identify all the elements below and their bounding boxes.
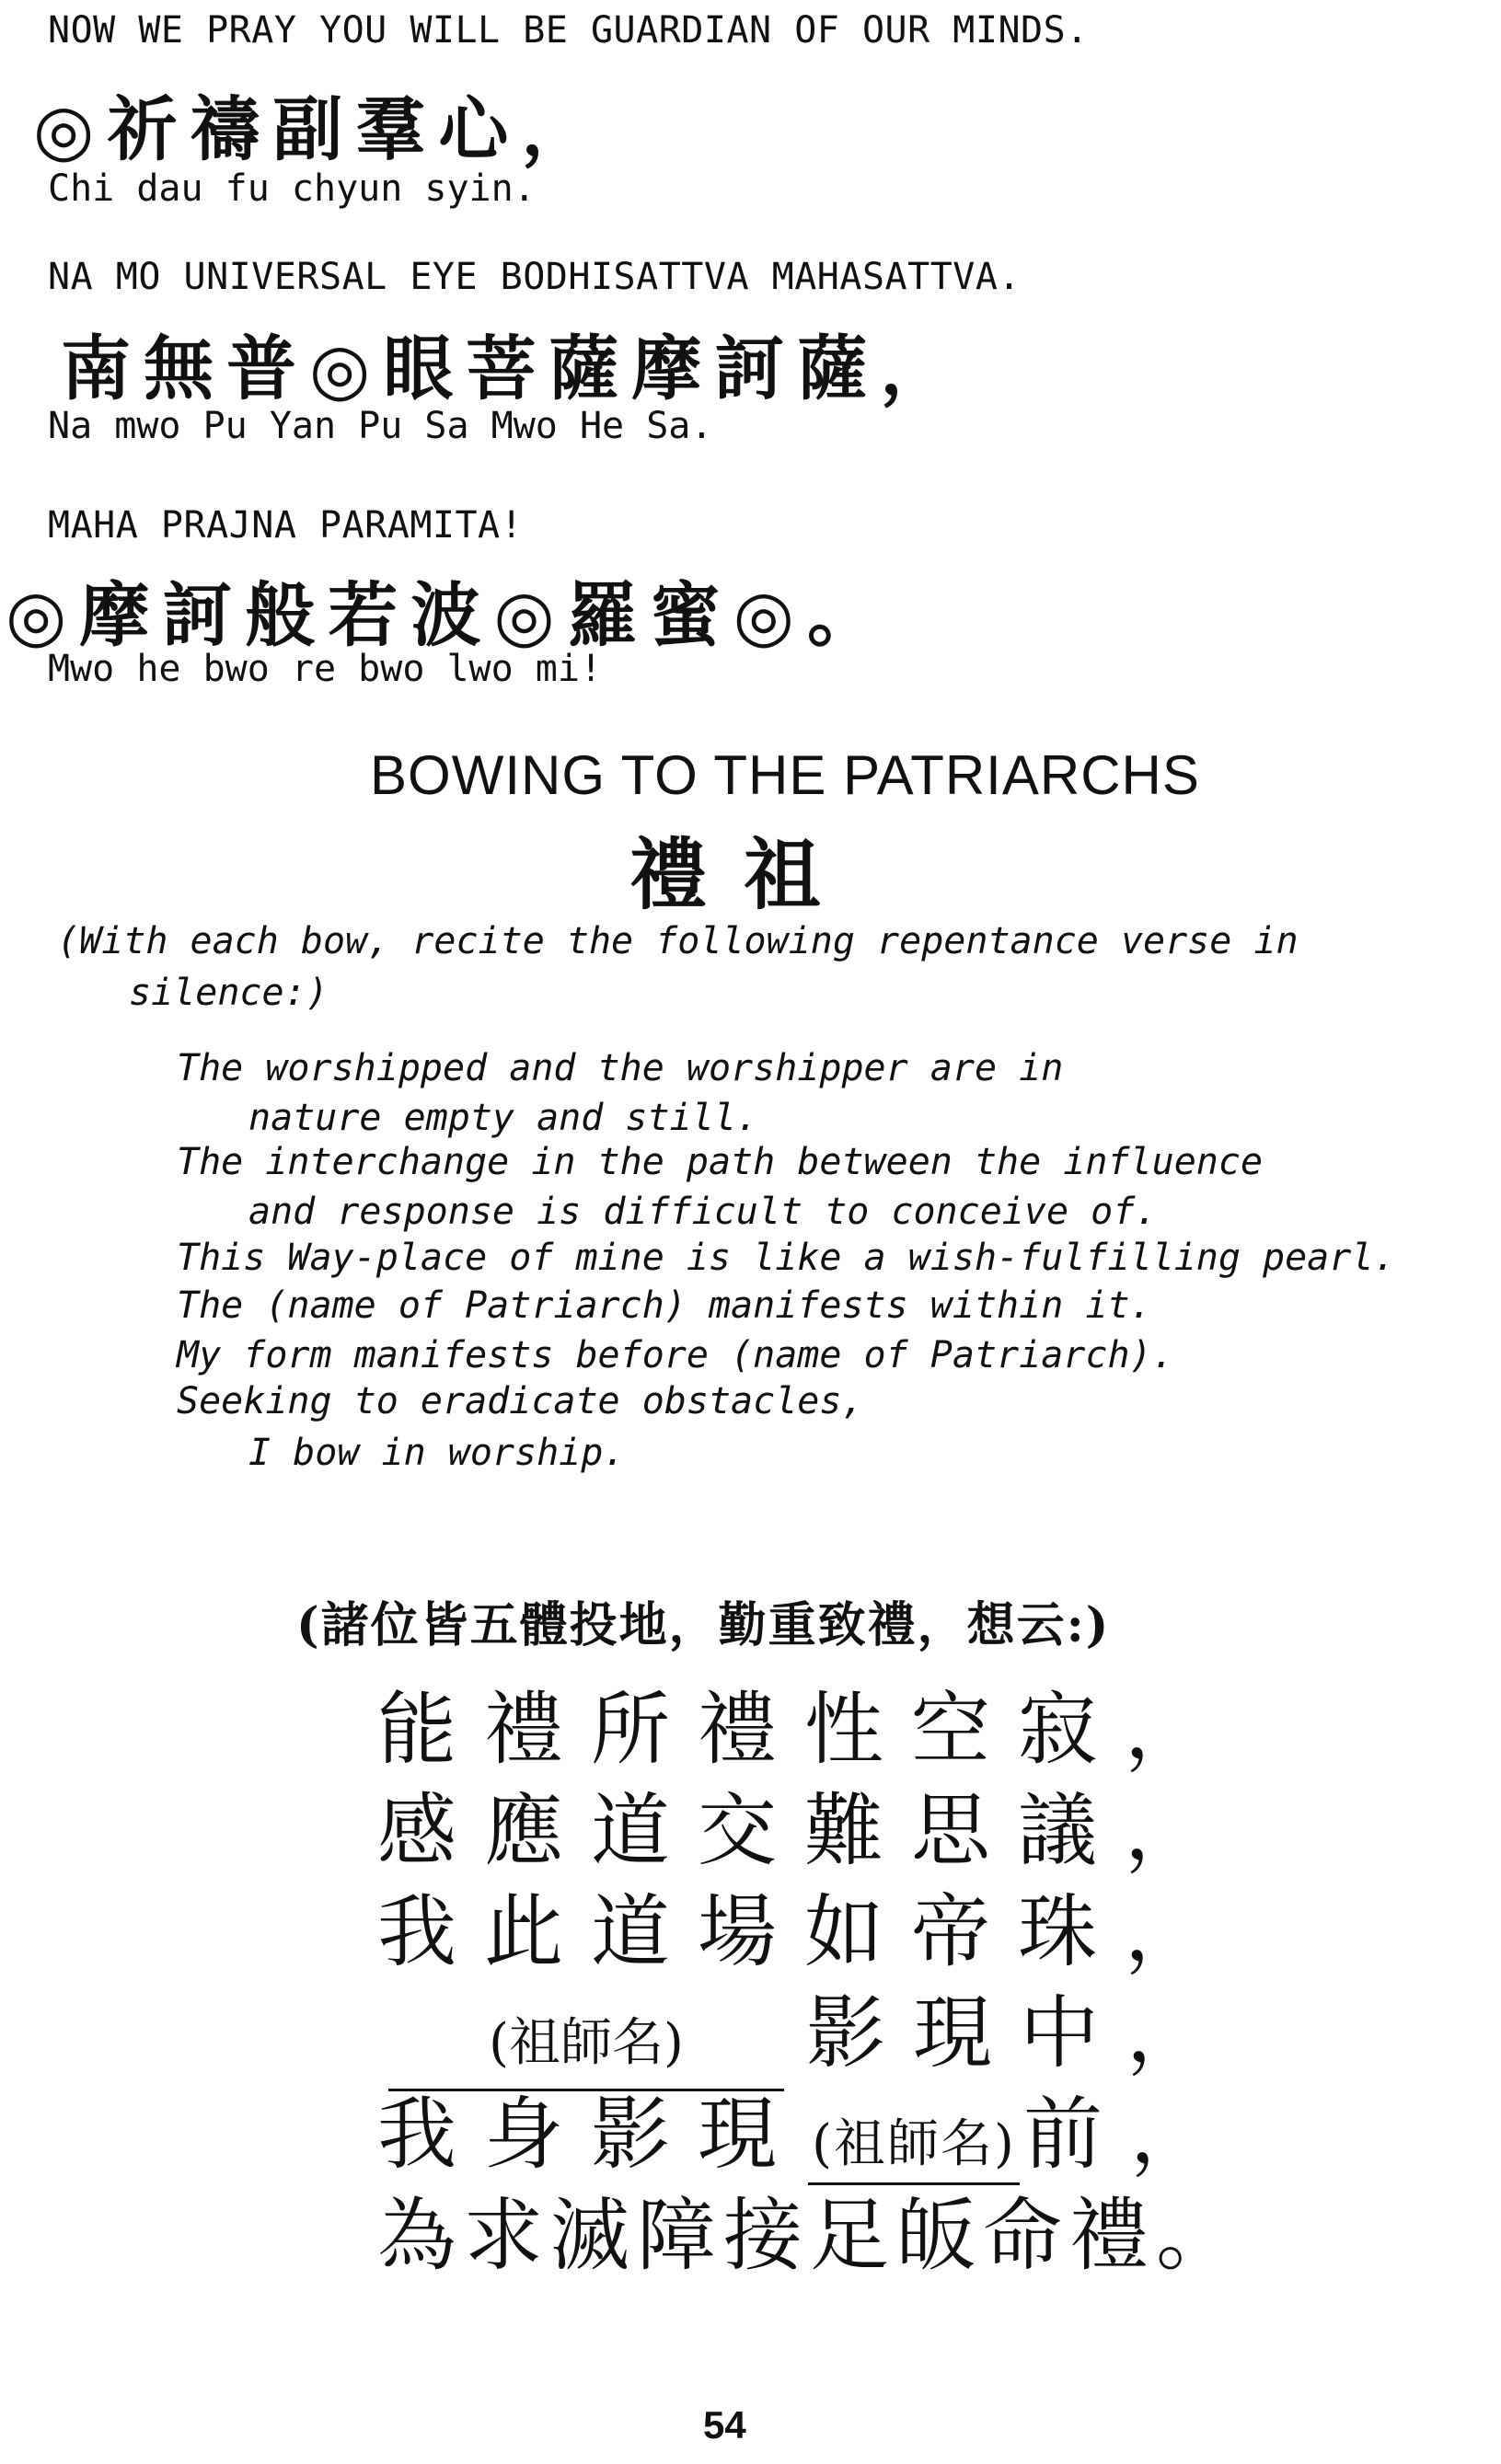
page-number: 54 [703, 2403, 746, 2447]
instruction-line-1: (With each bow, recite the following repentance verse in [57, 920, 1299, 962]
chinese-verse-line: 感應道交難思議， [377, 1785, 1231, 1877]
chinese-verse-line-5 [377, 2070, 1237, 2185]
namo-chinese-line: 南無普◎眼菩薩摩訶薩， [61, 328, 964, 409]
verse-line: The interchange in the path between the influence [177, 1141, 1264, 1183]
patriarch-name-blank: (祖師名) [388, 2002, 784, 2091]
verse-line: and response is difficult to conceive of. [248, 1191, 1158, 1233]
verse-line: The worshipped and the worshipper are in [177, 1047, 1064, 1089]
maha-chinese-line: ◎摩訶般若波◎羅蜜◎。 [6, 574, 890, 656]
chinese-verse-text: 前， [1023, 2089, 1237, 2181]
maha-pinyin-line: Mwo he bwo re bwo lwo mi! [48, 648, 603, 690]
verse-line: The (name of Patriarch) manifests within it. [177, 1284, 1152, 1327]
section-title-chinese: 禮祖 [629, 829, 859, 920]
chinese-verse-line: 為求滅障接足皈命禮。 [377, 2190, 1242, 2282]
namo-english-line: NA MO UNIVERSAL EYE BODHISATTVA MAHASATTVA. [48, 256, 1022, 298]
chinese-instruction-note: (諸位皆五體投地，勤重致禮，想云:) [296, 1597, 1111, 1653]
maha-english-line: MAHA PRAJNA PARAMITA! [48, 504, 524, 547]
chinese-verse-line: 能禮所禮性空寂， [377, 1684, 1231, 1776]
prayer-english-line: NOW WE PRAY YOU WILL BE GUARDIAN OF OUR MINDS. [48, 9, 1089, 52]
chinese-verse-text: 影現中， [806, 1987, 1233, 2079]
prayer-pinyin-line: Chi dau fu chyun syin. [48, 167, 536, 210]
verse-line: I bow in worship. [248, 1432, 626, 1474]
verse-line: nature empty and still. [248, 1097, 758, 1139]
instruction-line-2: silence:) [129, 972, 329, 1014]
namo-pinyin-line: Na mwo Pu Yan Pu Sa Mwo He Sa. [48, 405, 713, 447]
chinese-verse-text: 我身影現 [377, 2089, 804, 2181]
verse-line: My form manifests before (name of Patriarch). [177, 1334, 1174, 1376]
prayer-chinese-line: ◎祈禱副羣心， [33, 88, 605, 170]
patriarch-name-blank: (祖師名) [808, 2103, 1020, 2185]
section-title: BOWING TO THE PATRIARCHS [370, 744, 1200, 806]
verse-line: This Way-place of mine is like a wish-fulfilling pearl. [177, 1237, 1396, 1279]
chinese-verse-line: 我此道場如帝珠， [377, 1886, 1231, 1978]
verse-line: Seeking to eradicate obstacles, [177, 1380, 864, 1422]
